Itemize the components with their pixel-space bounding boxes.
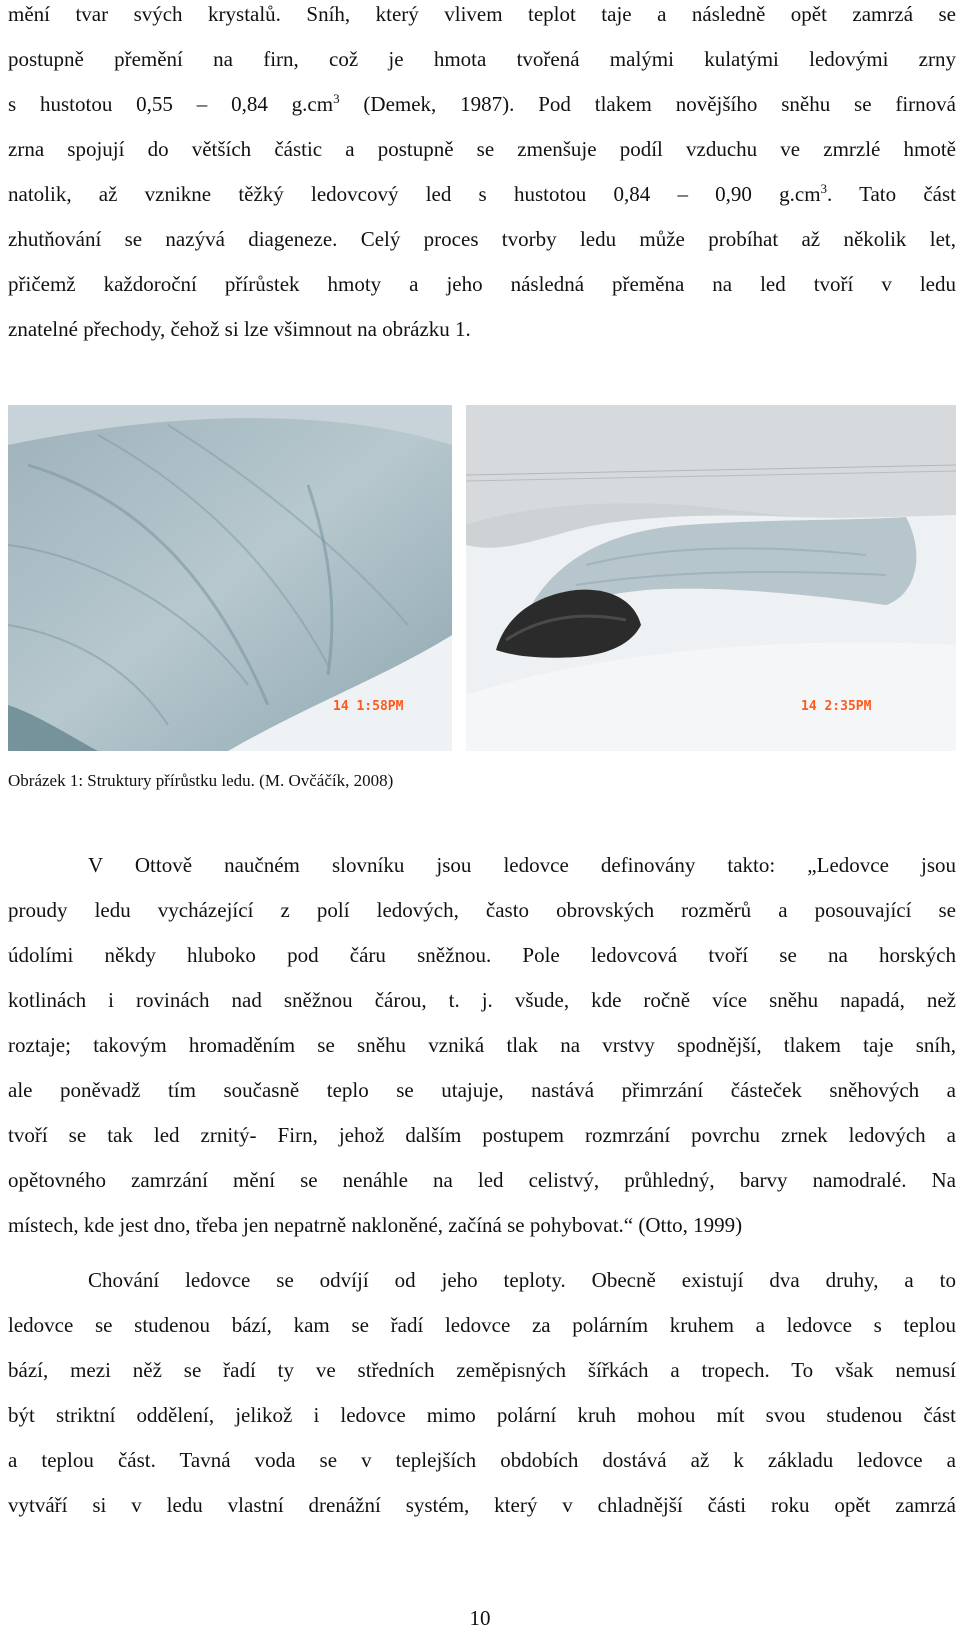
- paragraph2-line: údolími někdy hluboko pod čáru sněžnou. Pole ledovcová tvoří se na horských: [8, 943, 956, 967]
- paragraph2-line: roztaje; takovým hromaděním se sněhu vzniká tlak na vrstvy spodnější, tlakem taje sníh,: [8, 1033, 956, 1057]
- paragraph2-line: proudy ledu vycházející z polí ledových, často obrovských rozměrů a posouvající se: [8, 898, 956, 922]
- paragraph1-line: přičemž každoroční přírůstek hmoty a jeho následná přeměna na led tvoří v ledu: [8, 272, 956, 296]
- paragraph1-line: [8, 92, 956, 116]
- text-run: natolik, až vznikne těžký ledovcový led s hustotou 0,84 – 0,90 g.cm: [8, 182, 821, 206]
- paragraph3-line: vytváří si v ledu vlastní drenážní systém, který v chladnější části roku opět zamrzá: [8, 1493, 956, 1517]
- paragraph2-line: kotlinách i rovinách nad sněžnou čárou, t. j. všude, kde ročně více sněhu napadá, než: [8, 988, 956, 1012]
- paragraph2-line: tvoří se tak led zrnitý- Firn, jehož dalším postupem rozmrzání povrchu zrnek ledových a: [8, 1123, 956, 1147]
- superscript: 3: [820, 181, 828, 196]
- photo-timestamp: 14 1:58PM: [333, 699, 404, 714]
- text-run: s hustotou 0,55 – 0,84 g.cm: [8, 92, 334, 116]
- superscript: 3: [333, 91, 340, 106]
- photo-timestamp: 14 2:35PM: [801, 699, 872, 714]
- paragraph1-line: [8, 182, 956, 206]
- paragraph1-line: zrna spojují do větších částic a postupně se zmenšuje podíl vzduchu ve zmrzlé hmotě: [8, 137, 956, 161]
- paragraph1-line: zhutňování se nazývá diageneze. Celý proces tvorby ledu může probíhat až několik let,: [8, 227, 956, 251]
- text-run: (Demek, 1987). Pod tlakem novějšího sněhu se firnová: [339, 92, 956, 116]
- text-run: . Tato část: [827, 182, 957, 206]
- figure-caption: Obrázek 1: Struktury přírůstku ledu. (M. Ovčáčík, 2008): [8, 771, 394, 790]
- paragraph2-line: ale poněvadž tím současně teplo se utajuje, nastává přimrzání částeček sněhových a: [8, 1078, 956, 1102]
- paragraph3-line: být striktní oddělení, jelikož i ledovce mimo polární kruh mohou mít svou studenou část: [8, 1403, 956, 1427]
- glacier-photo-left: [8, 405, 452, 751]
- paragraph3-line: Chování ledovce se odvíjí od jeho teploty. Obecně existují dva druhy, a to: [88, 1268, 956, 1292]
- paragraph2-line: opětovného zamrzání mění se nenáhle na led celistvý, průhledný, barvy namodralé. Na: [8, 1168, 956, 1192]
- paragraph1-line: mění tvar svých krystalů. Sníh, který vlivem teplot taje a následně opět zamrzá se: [8, 2, 956, 26]
- paragraph3-line: a teplou část. Tavná voda se v teplejších obdobích dostává až k základu ledovce a: [8, 1448, 956, 1472]
- paragraph3-line: ledovce se studenou bází, kam se řadí ledovce za polárním kruhem a ledovce s teplou: [8, 1313, 956, 1337]
- paragraph3-line: bází, mezi něž se řadí ty ve středních zeměpisných šířkách a tropech. To však nemusí: [8, 1358, 956, 1382]
- paragraph1-line: postupně přemění na firn, což je hmota tvořená malými kulatými ledovými zrny: [8, 47, 956, 71]
- paragraph1-line: znatelné přechody, čehož si lze všimnout na obrázku 1.: [8, 317, 471, 341]
- paragraph2-line: místech, kde jest dno, třeba jen nepatrně nakloněné, začíná se pohybovat.“ (Otto, 1999): [8, 1213, 743, 1237]
- glacier-photo-right: [466, 405, 956, 751]
- page-number: 10: [469, 1606, 491, 1630]
- paragraph2-line: V Ottově naučném slovníku jsou ledovce definovány takto: „Ledovce jsou: [88, 853, 956, 877]
